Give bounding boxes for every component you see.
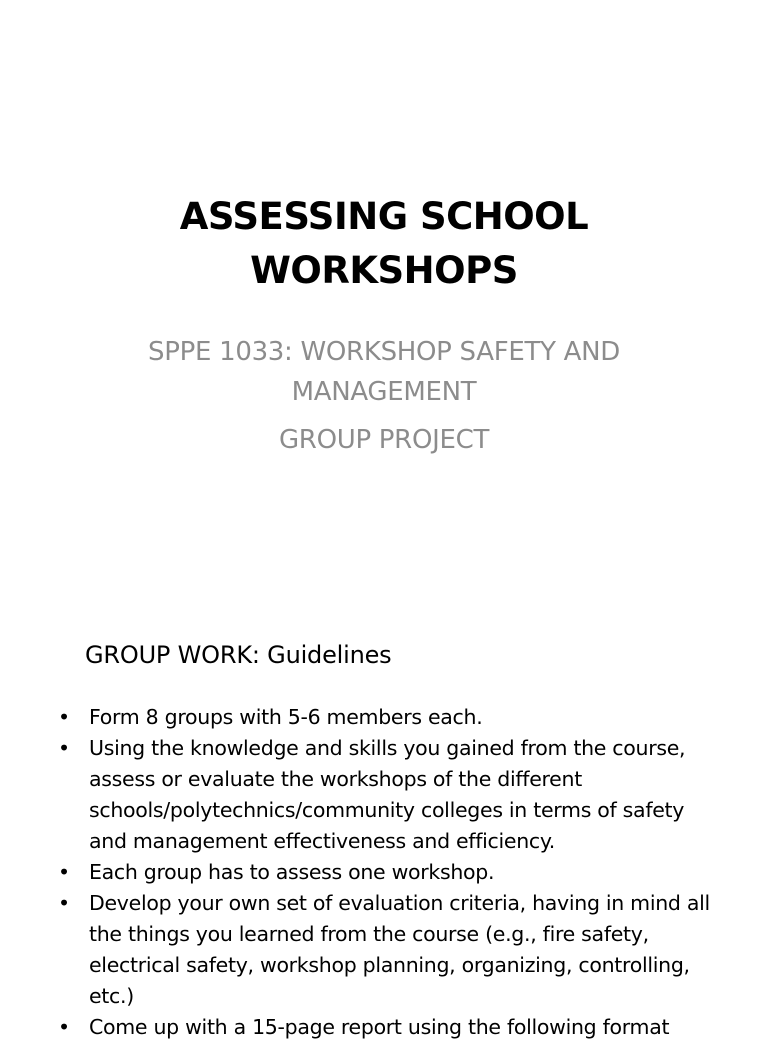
slide-title [40,190,728,298]
list-item [56,702,726,733]
guidelines-slide [0,576,768,1039]
list-item [56,733,726,857]
list-item-text: Each group has to assess one workshop. [89,860,495,884]
list-item [56,1012,726,1043]
subtitle-line-1: SPPE 1033: WORKSHOP SAFETY AND [148,337,620,367]
guidelines-heading: GROUP WORK: Guidelines [85,641,392,669]
list-item-text: Develop your own set of evaluation criteria, having in mind all the things you learned from the course (e.g., fire safety, electrical safety, workshop planning, organizing, controlling, etc.) [89,891,710,1008]
title-line-2: WORKSHOPS [250,249,518,292]
bullet-icon: • [58,860,70,884]
list-item-text: Come up with a 15-page report using the following format [89,1015,670,1039]
bullet-icon: • [58,736,70,760]
bullet-icon: • [58,705,70,729]
project-label: GROUP PROJECT [278,425,490,455]
bullet-icon: • [58,891,70,915]
list-item-text: Form 8 groups with 5-6 members each. [89,705,483,729]
slide-subtitle [60,332,708,460]
guidelines-list [56,702,726,1043]
list-item-text: Using the knowledge and skills you gained from the course, assess or evaluate the workshops of the different schools/polytechnics/community colleges in terms of safety and management effectiveness and efficiency. [89,736,686,853]
bullet-icon: • [58,1015,70,1039]
list-item [56,888,726,1012]
list-item [56,857,726,888]
title-line-1: ASSESSING SCHOOL [179,195,589,238]
subtitle-line-2: MANAGEMENT [291,377,477,407]
